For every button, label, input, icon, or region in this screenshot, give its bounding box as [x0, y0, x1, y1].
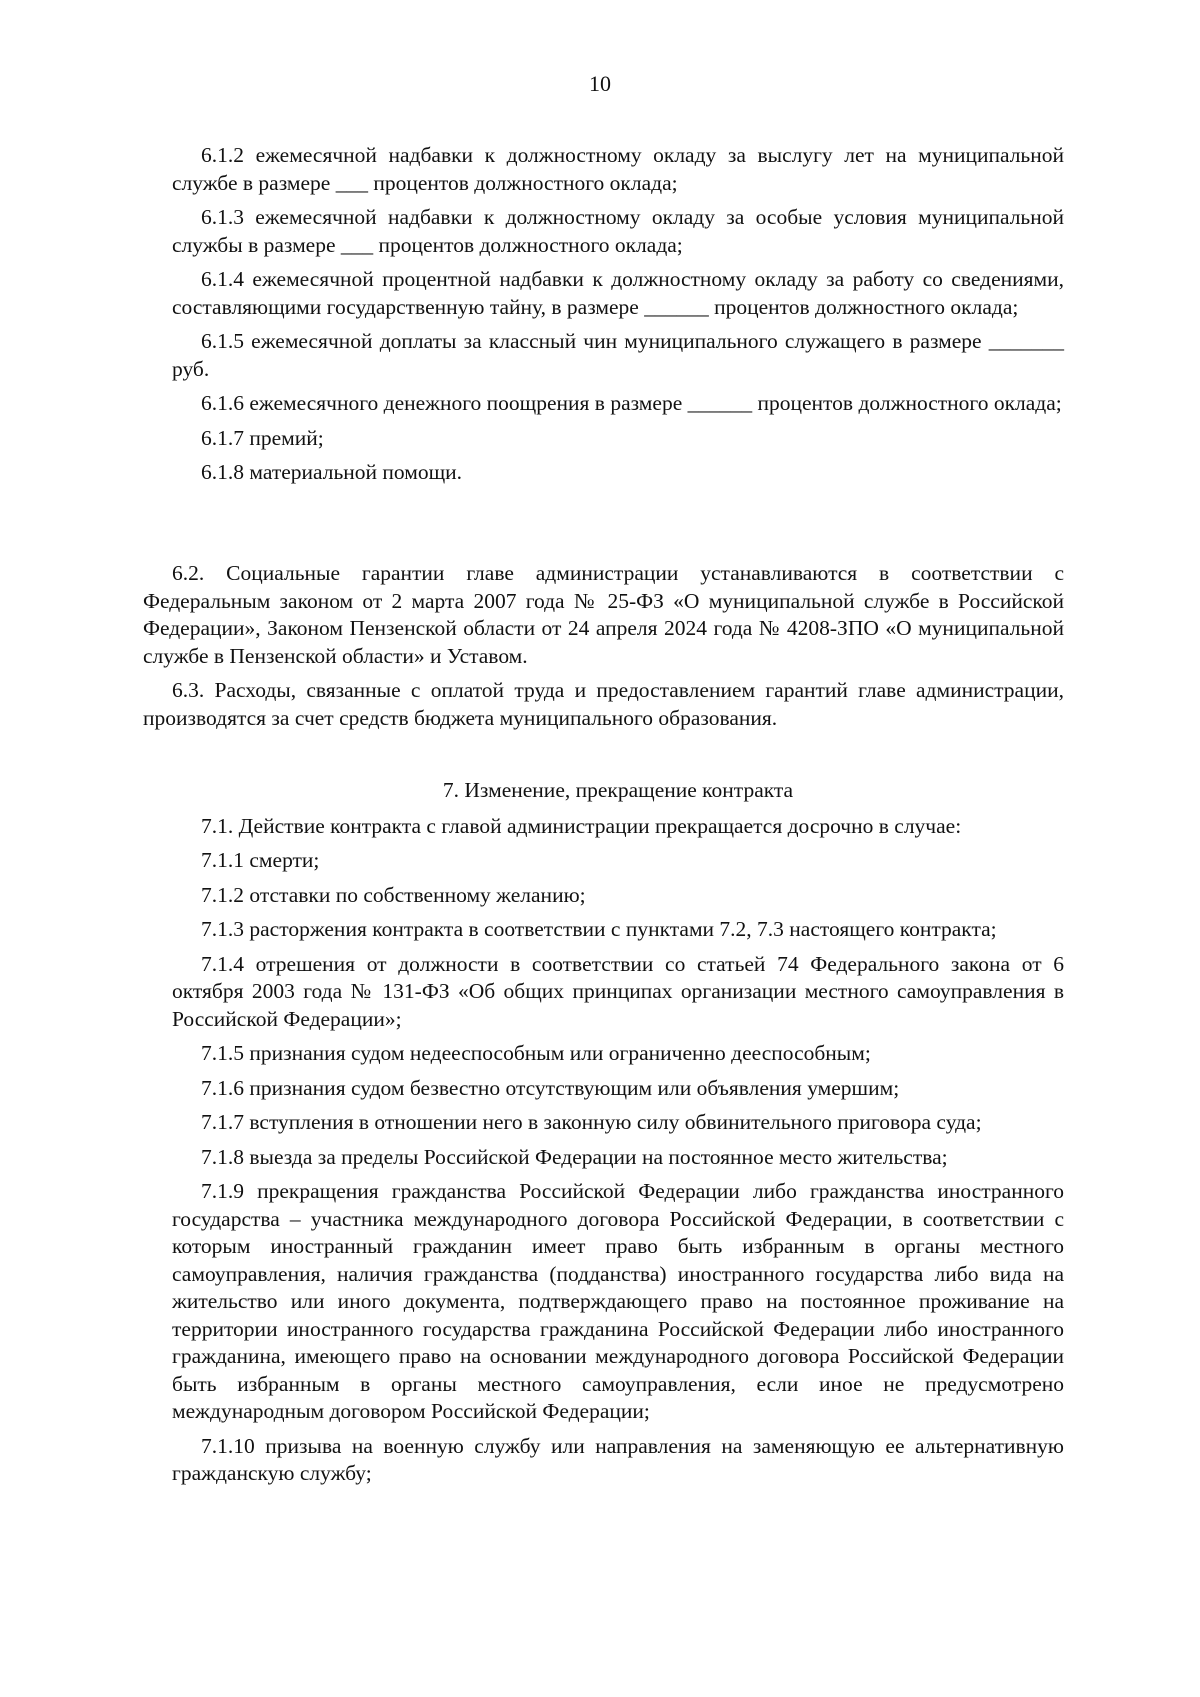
page-number: 10: [589, 71, 611, 96]
clause-6-1-6: 6.1.6 ежемесячного денежного поощрения в размере ______ процентов должностного оклада;: [201, 391, 1062, 415]
clause-7-1-8: 7.1.8 выезда за пределы Российской Федерации на постоянное место жительства;: [201, 1144, 948, 1169]
clause-7-1-6: 7.1.6 признания судом безвестно отсутствующим или объявления умершим;: [201, 1075, 900, 1100]
clause-6-1-4: 6.1.4 ежемесячной процентной надбавки к должностному окладу за работу со сведениями, составляющими государственную тайну, в размере ______ процентов должностного оклада;: [172, 267, 1064, 319]
clause-7-1-10: 7.1.10 призыва на военную службу или направления на заменяющую ее альтернативную гражданскую службу;: [172, 1433, 1064, 1485]
clause-6-1-5: 6.1.5 ежемесячной доплаты за классный чин муниципального служащего в размере _______ руб.: [172, 329, 1064, 381]
clause-7-1-5: 7.1.5 признания судом недееспособным или ограниченно дееспособным;: [201, 1041, 871, 1065]
clause-6-1-7: 6.1.7 премий;: [201, 425, 324, 450]
clause-6-3: 6.3. Расходы, связанные с оплатой труда и предоставлением гарантий главе администрации, производятся за счет средств бюджета муниципального образования.: [143, 678, 1064, 730]
clause-7-1: 7.1. Действие контракта с главой администрации прекращается досрочно в случае:: [201, 813, 962, 838]
clause-7-1-1: 7.1.1 смерти;: [201, 848, 320, 872]
clause-7-1-4: 7.1.4 отрешения от должности в соответствии со статьей 74 Федерального закона от 6 октября 2003 года № 131-ФЗ «Об общих принципах организации местного самоуправления в Российской Федерации»;: [172, 951, 1064, 1031]
clause-7-1-2: 7.1.2 отставки по собственному желанию;: [201, 882, 586, 907]
clause-7-1-9: 7.1.9 прекращения гражданства Российской Федерации либо гражданства иностранного государства – участника международного договора Российской Федерации, в соответствии с которым иностранный гражданин имеет право быть избранным в органы местного самоуправления, наличия гражданства (подданства) иностранного государства либо вида на жительство или иного документа, подтверждающего право на постоянное проживание на территории иностранного государства гражданина Российской Федерации либо иностранного гражданина, имеющего право на основании международного договора Российской Федерации быть избранным в органы местного самоуправления, если иное не предусмотрено международным договором Российской Федерации;: [172, 1179, 1064, 1423]
section-7: [172, 765, 1064, 1495]
clause-7-1-3: 7.1.3 расторжения контракта в соответствии с пунктами 7.2, 7.3 настоящего контракта;: [201, 917, 997, 941]
clause-6-1-3: 6.1.3 ежемесячной надбавки к должностному окладу за особые условия муниципальной службы в размере ___ процентов должностного оклада;: [172, 205, 1064, 257]
section-6-paragraphs: [143, 560, 1064, 739]
section-6-items: [172, 142, 1064, 494]
clause-6-2: 6.2. Социальные гарантии главе администрации устанавливаются в соответствии с Федеральным законом от 2 марта 2007 года № 25-ФЗ «О муниципальной службе в Российской Федерации», Законом Пензенской области от 24 апреля 2024 года № 4208-ЗПО «О муниципальной службе в Пензенской области» и Уставом.: [143, 561, 1064, 668]
clause-6-1-2: 6.1.2 ежемесячной надбавки к должностному окладу за выслугу лет на муниципальной службе в размере ___ процентов должностного оклада;: [172, 143, 1064, 195]
clause-7-1-7: 7.1.7 вступления в отношении него в законную силу обвинительного приговора суда;: [201, 1110, 982, 1134]
clause-6-1-8: 6.1.8 материальной помощи.: [201, 460, 463, 484]
section-7-heading: 7. Изменение, прекращение контракта: [442, 778, 794, 802]
